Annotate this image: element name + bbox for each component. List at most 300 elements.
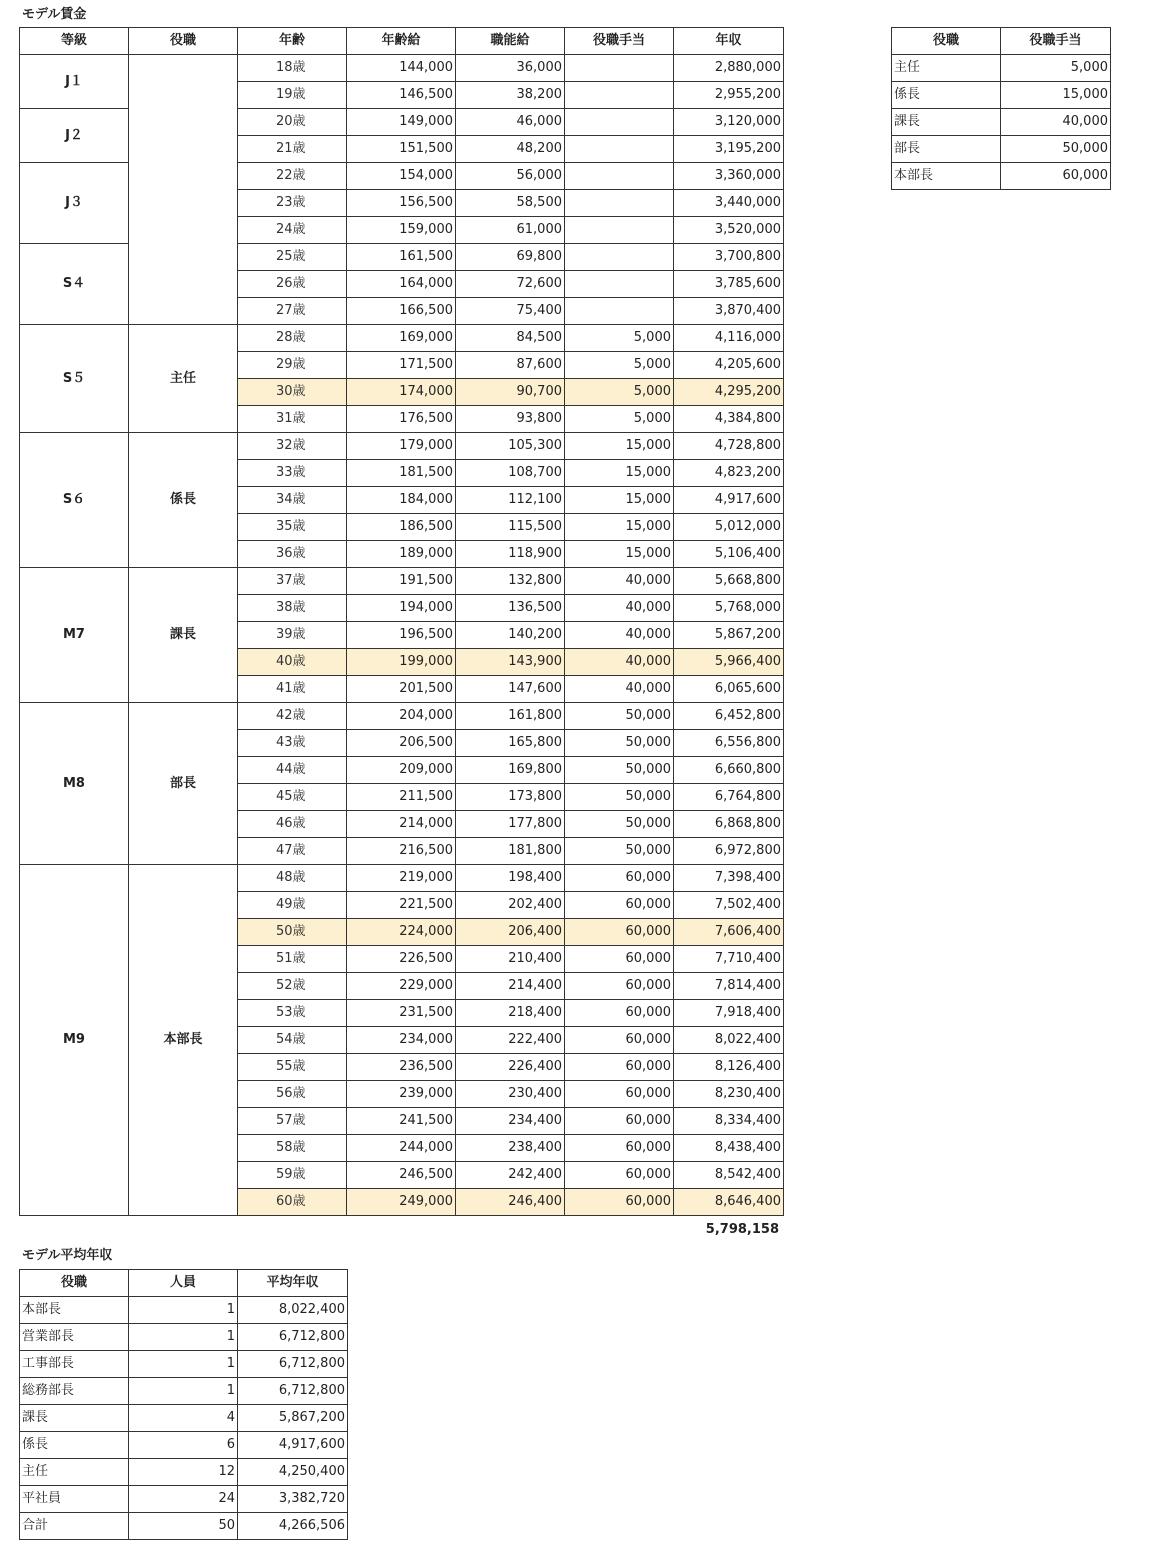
age-cell[interactable]: 48歳 bbox=[238, 865, 347, 892]
age-cell[interactable]: 23歳 bbox=[238, 190, 347, 217]
age-pay-cell[interactable]: 246,500 bbox=[347, 1162, 456, 1189]
grade-cell[interactable]: J３ bbox=[20, 163, 129, 244]
age-pay-cell[interactable]: 164,000 bbox=[347, 271, 456, 298]
allowance-cell[interactable]: 15,000 bbox=[565, 541, 674, 568]
allowance-cell[interactable] bbox=[565, 136, 674, 163]
annual-cell[interactable]: 3,440,000 bbox=[674, 190, 784, 217]
age-pay-cell[interactable]: 229,000 bbox=[347, 973, 456, 1000]
allowance-cell[interactable]: 5,000 bbox=[565, 406, 674, 433]
allowance-cell[interactable]: 50,000 bbox=[565, 730, 674, 757]
avg-income-cell[interactable]: 5,867,200 bbox=[238, 1405, 348, 1432]
avg-role-cell[interactable]: 主任 bbox=[20, 1459, 129, 1486]
avg-count-cell[interactable]: 1 bbox=[129, 1297, 238, 1324]
age-pay-cell[interactable]: 244,000 bbox=[347, 1135, 456, 1162]
age-cell[interactable]: 34歳 bbox=[238, 487, 347, 514]
age-cell[interactable]: 58歳 bbox=[238, 1135, 347, 1162]
age-pay-cell[interactable]: 181,500 bbox=[347, 460, 456, 487]
average-annual-total[interactable]: 5,798,158 bbox=[705, 1222, 779, 1237]
annual-cell[interactable]: 7,918,400 bbox=[674, 1000, 784, 1027]
age-cell[interactable]: 44歳 bbox=[238, 757, 347, 784]
age-pay-cell[interactable]: 179,000 bbox=[347, 433, 456, 460]
age-pay-cell[interactable]: 159,000 bbox=[347, 217, 456, 244]
avg-count-cell[interactable]: 6 bbox=[129, 1432, 238, 1459]
avg-role-cell[interactable]: 総務部長 bbox=[20, 1378, 129, 1405]
skill-pay-cell[interactable]: 218,400 bbox=[456, 1000, 565, 1027]
annual-cell[interactable]: 8,230,400 bbox=[674, 1081, 784, 1108]
skill-pay-cell[interactable]: 112,100 bbox=[456, 487, 565, 514]
average-income-header-row bbox=[20, 1270, 348, 1297]
allowance-cell[interactable] bbox=[565, 109, 674, 136]
header-age-pay[interactable]: 年齢給 bbox=[347, 28, 456, 55]
annual-cell[interactable]: 4,295,200 bbox=[674, 379, 784, 406]
skill-pay-cell[interactable]: 136,500 bbox=[456, 595, 565, 622]
age-cell[interactable]: 46歳 bbox=[238, 811, 347, 838]
age-pay-cell[interactable]: 189,000 bbox=[347, 541, 456, 568]
age-pay-cell[interactable]: 171,500 bbox=[347, 352, 456, 379]
age-pay-cell[interactable]: 144,000 bbox=[347, 55, 456, 82]
allowance-role-cell[interactable]: 係長 bbox=[892, 82, 1001, 109]
header-allowance[interactable]: 役職手当 bbox=[565, 28, 674, 55]
annual-cell[interactable]: 3,195,200 bbox=[674, 136, 784, 163]
annual-cell[interactable]: 6,452,800 bbox=[674, 703, 784, 730]
age-pay-cell[interactable]: 204,000 bbox=[347, 703, 456, 730]
skill-pay-cell[interactable]: 143,900 bbox=[456, 649, 565, 676]
table-row bbox=[20, 1324, 348, 1351]
age-cell[interactable]: 47歳 bbox=[238, 838, 347, 865]
allowance-amount-cell[interactable]: 60,000 bbox=[1001, 163, 1111, 190]
age-cell[interactable]: 55歳 bbox=[238, 1054, 347, 1081]
table-row bbox=[20, 1486, 348, 1513]
allowance-cell[interactable]: 60,000 bbox=[565, 1027, 674, 1054]
age-cell[interactable]: 32歳 bbox=[238, 433, 347, 460]
annual-cell[interactable]: 6,065,600 bbox=[674, 676, 784, 703]
grade-cell[interactable]: S５ bbox=[20, 325, 129, 433]
age-cell[interactable]: 60歳 bbox=[238, 1189, 347, 1216]
age-cell[interactable]: 22歳 bbox=[238, 163, 347, 190]
allowance-cell[interactable] bbox=[565, 55, 674, 82]
avg-count-cell[interactable]: 12 bbox=[129, 1459, 238, 1486]
avg-header-income[interactable]: 平均年収 bbox=[238, 1270, 348, 1297]
age-cell[interactable]: 25歳 bbox=[238, 244, 347, 271]
allowance-cell[interactable]: 5,000 bbox=[565, 352, 674, 379]
age-cell[interactable]: 52歳 bbox=[238, 973, 347, 1000]
age-cell[interactable]: 49歳 bbox=[238, 892, 347, 919]
annual-cell[interactable]: 2,880,000 bbox=[674, 55, 784, 82]
allowance-cell[interactable]: 40,000 bbox=[565, 595, 674, 622]
annual-cell[interactable]: 5,012,000 bbox=[674, 514, 784, 541]
role-cell[interactable]: 係長 bbox=[129, 433, 238, 568]
age-pay-cell[interactable]: 156,500 bbox=[347, 190, 456, 217]
skill-pay-cell[interactable]: 234,400 bbox=[456, 1108, 565, 1135]
avg-count-cell[interactable]: 50 bbox=[129, 1513, 238, 1540]
allowance-role-cell[interactable]: 本部長 bbox=[892, 163, 1001, 190]
age-pay-cell[interactable]: 241,500 bbox=[347, 1108, 456, 1135]
skill-pay-cell[interactable]: 140,200 bbox=[456, 622, 565, 649]
annual-cell[interactable]: 3,785,600 bbox=[674, 271, 784, 298]
skill-pay-cell[interactable]: 202,400 bbox=[456, 892, 565, 919]
avg-income-cell[interactable]: 3,382,720 bbox=[238, 1486, 348, 1513]
age-pay-cell[interactable]: 226,500 bbox=[347, 946, 456, 973]
skill-pay-cell[interactable]: 87,600 bbox=[456, 352, 565, 379]
table-row bbox=[892, 82, 1111, 109]
annual-cell[interactable]: 5,668,800 bbox=[674, 568, 784, 595]
skill-pay-cell[interactable]: 58,500 bbox=[456, 190, 565, 217]
grade-cell[interactable]: M9 bbox=[20, 865, 129, 1216]
allowance-cell[interactable]: 50,000 bbox=[565, 703, 674, 730]
skill-pay-cell[interactable]: 72,600 bbox=[456, 271, 565, 298]
annual-cell[interactable]: 4,384,800 bbox=[674, 406, 784, 433]
age-cell[interactable]: 59歳 bbox=[238, 1162, 347, 1189]
age-pay-cell[interactable]: 194,000 bbox=[347, 595, 456, 622]
avg-income-cell[interactable]: 4,250,400 bbox=[238, 1459, 348, 1486]
grade-cell[interactable]: J１ bbox=[20, 55, 129, 109]
model-wage-table bbox=[19, 27, 784, 1216]
age-cell[interactable]: 53歳 bbox=[238, 1000, 347, 1027]
allowance-cell[interactable]: 60,000 bbox=[565, 1135, 674, 1162]
skill-pay-cell[interactable]: 242,400 bbox=[456, 1162, 565, 1189]
skill-pay-cell[interactable]: 173,800 bbox=[456, 784, 565, 811]
age-pay-cell[interactable]: 239,000 bbox=[347, 1081, 456, 1108]
avg-count-cell[interactable]: 1 bbox=[129, 1351, 238, 1378]
allowance-cell[interactable]: 15,000 bbox=[565, 487, 674, 514]
age-pay-cell[interactable]: 174,000 bbox=[347, 379, 456, 406]
age-cell[interactable]: 43歳 bbox=[238, 730, 347, 757]
role-cell[interactable]: 本部長 bbox=[129, 865, 238, 1216]
average-income-title: モデル平均年収 bbox=[22, 1248, 113, 1263]
table-row bbox=[892, 163, 1111, 190]
allowance-cell[interactable]: 60,000 bbox=[565, 1108, 674, 1135]
skill-pay-cell[interactable]: 230,400 bbox=[456, 1081, 565, 1108]
age-cell[interactable]: 38歳 bbox=[238, 595, 347, 622]
allowance-amount-cell[interactable]: 15,000 bbox=[1001, 82, 1111, 109]
avg-role-cell[interactable]: 本部長 bbox=[20, 1297, 129, 1324]
skill-pay-cell[interactable]: 48,200 bbox=[456, 136, 565, 163]
annual-cell[interactable]: 2,955,200 bbox=[674, 82, 784, 109]
grade-cell[interactable]: M8 bbox=[20, 703, 129, 865]
age-cell[interactable]: 35歳 bbox=[238, 514, 347, 541]
age-cell[interactable]: 50歳 bbox=[238, 919, 347, 946]
age-cell[interactable]: 24歳 bbox=[238, 217, 347, 244]
annual-cell[interactable]: 3,360,000 bbox=[674, 163, 784, 190]
allowance-cell[interactable]: 60,000 bbox=[565, 892, 674, 919]
annual-cell[interactable]: 8,542,400 bbox=[674, 1162, 784, 1189]
avg-income-cell[interactable]: 8,022,400 bbox=[238, 1297, 348, 1324]
age-pay-cell[interactable]: 184,000 bbox=[347, 487, 456, 514]
allowance-role-cell[interactable]: 主任 bbox=[892, 55, 1001, 82]
age-pay-cell[interactable]: 196,500 bbox=[347, 622, 456, 649]
allowance-header-row bbox=[892, 28, 1111, 55]
age-pay-cell[interactable]: 209,000 bbox=[347, 757, 456, 784]
allowance-cell[interactable]: 50,000 bbox=[565, 757, 674, 784]
allowance-cell[interactable]: 5,000 bbox=[565, 379, 674, 406]
skill-pay-cell[interactable]: 147,600 bbox=[456, 676, 565, 703]
annual-cell[interactable]: 8,438,400 bbox=[674, 1135, 784, 1162]
allowance-cell[interactable]: 15,000 bbox=[565, 433, 674, 460]
header-annual[interactable]: 年収 bbox=[674, 28, 784, 55]
allowance-amount-cell[interactable]: 40,000 bbox=[1001, 109, 1111, 136]
allowance-amount-cell[interactable]: 50,000 bbox=[1001, 136, 1111, 163]
avg-role-cell[interactable]: 合計 bbox=[20, 1513, 129, 1540]
annual-cell[interactable]: 7,814,400 bbox=[674, 973, 784, 1000]
age-cell[interactable]: 18歳 bbox=[238, 55, 347, 82]
skill-pay-cell[interactable]: 61,000 bbox=[456, 217, 565, 244]
age-pay-cell[interactable]: 219,000 bbox=[347, 865, 456, 892]
header-skill-pay[interactable]: 職能給 bbox=[456, 28, 565, 55]
allowance-cell[interactable]: 5,000 bbox=[565, 325, 674, 352]
role-cell[interactable]: 部長 bbox=[129, 703, 238, 865]
avg-income-cell[interactable]: 6,712,800 bbox=[238, 1324, 348, 1351]
skill-pay-cell[interactable]: 214,400 bbox=[456, 973, 565, 1000]
age-cell[interactable]: 54歳 bbox=[238, 1027, 347, 1054]
allowance-header-role[interactable]: 役職 bbox=[892, 28, 1001, 55]
skill-pay-cell[interactable]: 165,800 bbox=[456, 730, 565, 757]
skill-pay-cell[interactable]: 161,800 bbox=[456, 703, 565, 730]
allowance-cell[interactable]: 60,000 bbox=[565, 1000, 674, 1027]
annual-cell[interactable]: 3,120,000 bbox=[674, 109, 784, 136]
annual-cell[interactable]: 7,710,400 bbox=[674, 946, 784, 973]
table-row bbox=[20, 703, 784, 730]
avg-income-cell[interactable]: 4,266,506 bbox=[238, 1513, 348, 1540]
allowance-cell[interactable]: 40,000 bbox=[565, 676, 674, 703]
age-cell[interactable]: 39歳 bbox=[238, 622, 347, 649]
age-cell[interactable]: 56歳 bbox=[238, 1081, 347, 1108]
annual-cell[interactable]: 4,205,600 bbox=[674, 352, 784, 379]
annual-cell[interactable]: 3,870,400 bbox=[674, 298, 784, 325]
age-pay-cell[interactable]: 176,500 bbox=[347, 406, 456, 433]
avg-count-cell[interactable]: 24 bbox=[129, 1486, 238, 1513]
age-cell[interactable]: 27歳 bbox=[238, 298, 347, 325]
allowance-cell[interactable]: 60,000 bbox=[565, 919, 674, 946]
age-cell[interactable]: 19歳 bbox=[238, 82, 347, 109]
avg-count-cell[interactable]: 1 bbox=[129, 1324, 238, 1351]
annual-cell[interactable]: 7,606,400 bbox=[674, 919, 784, 946]
skill-pay-cell[interactable]: 105,300 bbox=[456, 433, 565, 460]
skill-pay-cell[interactable]: 56,000 bbox=[456, 163, 565, 190]
table-row bbox=[20, 1351, 348, 1378]
skill-pay-cell[interactable]: 46,000 bbox=[456, 109, 565, 136]
annual-cell[interactable]: 7,502,400 bbox=[674, 892, 784, 919]
allowance-cell[interactable]: 50,000 bbox=[565, 838, 674, 865]
allowance-cell[interactable]: 40,000 bbox=[565, 568, 674, 595]
annual-cell[interactable]: 4,917,600 bbox=[674, 487, 784, 514]
annual-cell[interactable]: 5,106,400 bbox=[674, 541, 784, 568]
age-pay-cell[interactable]: 151,500 bbox=[347, 136, 456, 163]
allowance-cell[interactable]: 15,000 bbox=[565, 460, 674, 487]
grade-cell[interactable]: S４ bbox=[20, 244, 129, 325]
age-cell[interactable]: 31歳 bbox=[238, 406, 347, 433]
age-pay-cell[interactable]: 221,500 bbox=[347, 892, 456, 919]
avg-role-cell[interactable]: 工事部長 bbox=[20, 1351, 129, 1378]
age-pay-cell[interactable]: 186,500 bbox=[347, 514, 456, 541]
allowance-cell[interactable]: 60,000 bbox=[565, 1054, 674, 1081]
grade-cell[interactable]: M7 bbox=[20, 568, 129, 703]
allowance-cell[interactable]: 40,000 bbox=[565, 622, 674, 649]
age-pay-cell[interactable]: 249,000 bbox=[347, 1189, 456, 1216]
skill-pay-cell[interactable]: 177,800 bbox=[456, 811, 565, 838]
annual-cell[interactable]: 8,022,400 bbox=[674, 1027, 784, 1054]
age-pay-cell[interactable]: 211,500 bbox=[347, 784, 456, 811]
annual-cell[interactable]: 8,646,400 bbox=[674, 1189, 784, 1216]
model-wage-title: モデル賃金 bbox=[22, 7, 87, 22]
skill-pay-cell[interactable]: 226,400 bbox=[456, 1054, 565, 1081]
age-cell[interactable]: 41歳 bbox=[238, 676, 347, 703]
age-cell[interactable]: 40歳 bbox=[238, 649, 347, 676]
skill-pay-cell[interactable]: 75,400 bbox=[456, 298, 565, 325]
avg-income-cell[interactable]: 6,712,800 bbox=[238, 1378, 348, 1405]
allowance-cell[interactable]: 60,000 bbox=[565, 973, 674, 1000]
grade-cell[interactable]: S６ bbox=[20, 433, 129, 568]
age-cell[interactable]: 57歳 bbox=[238, 1108, 347, 1135]
annual-cell[interactable]: 3,700,800 bbox=[674, 244, 784, 271]
allowance-cell[interactable]: 40,000 bbox=[565, 649, 674, 676]
skill-pay-cell[interactable]: 90,700 bbox=[456, 379, 565, 406]
age-cell[interactable]: 36歳 bbox=[238, 541, 347, 568]
age-pay-cell[interactable]: 216,500 bbox=[347, 838, 456, 865]
age-pay-cell[interactable]: 166,500 bbox=[347, 298, 456, 325]
annual-cell[interactable]: 6,660,800 bbox=[674, 757, 784, 784]
allowance-cell[interactable] bbox=[565, 190, 674, 217]
table-row bbox=[20, 1459, 348, 1486]
average-income-table bbox=[19, 1269, 348, 1540]
model-wage-header-row bbox=[20, 28, 784, 55]
annual-cell[interactable]: 6,868,800 bbox=[674, 811, 784, 838]
age-cell[interactable]: 42歳 bbox=[238, 703, 347, 730]
allowance-amount-cell[interactable]: 5,000 bbox=[1001, 55, 1111, 82]
skill-pay-cell[interactable]: 69,800 bbox=[456, 244, 565, 271]
age-pay-cell[interactable]: 236,500 bbox=[347, 1054, 456, 1081]
skill-pay-cell[interactable]: 132,800 bbox=[456, 568, 565, 595]
annual-cell[interactable]: 5,867,200 bbox=[674, 622, 784, 649]
age-pay-cell[interactable]: 201,500 bbox=[347, 676, 456, 703]
header-age[interactable]: 年齢 bbox=[238, 28, 347, 55]
allowance-cell[interactable] bbox=[565, 217, 674, 244]
header-grade[interactable]: 等級 bbox=[20, 28, 129, 55]
age-pay-cell[interactable]: 146,500 bbox=[347, 82, 456, 109]
age-pay-cell[interactable]: 231,500 bbox=[347, 1000, 456, 1027]
skill-pay-cell[interactable]: 222,400 bbox=[456, 1027, 565, 1054]
table-row bbox=[20, 1432, 348, 1459]
role-cell[interactable]: 課長 bbox=[129, 568, 238, 703]
role-cell[interactable] bbox=[129, 55, 238, 325]
age-cell[interactable]: 30歳 bbox=[238, 379, 347, 406]
allowance-role-cell[interactable]: 課長 bbox=[892, 109, 1001, 136]
annual-cell[interactable]: 6,764,800 bbox=[674, 784, 784, 811]
avg-role-cell[interactable]: 係長 bbox=[20, 1432, 129, 1459]
allowance-cell[interactable] bbox=[565, 244, 674, 271]
age-pay-cell[interactable]: 214,000 bbox=[347, 811, 456, 838]
age-pay-cell[interactable]: 199,000 bbox=[347, 649, 456, 676]
allowance-role-cell[interactable]: 部長 bbox=[892, 136, 1001, 163]
age-pay-cell[interactable]: 234,000 bbox=[347, 1027, 456, 1054]
allowance-cell[interactable]: 60,000 bbox=[565, 1189, 674, 1216]
table-row bbox=[20, 865, 784, 892]
allowance-cell[interactable] bbox=[565, 298, 674, 325]
skill-pay-cell[interactable]: 210,400 bbox=[456, 946, 565, 973]
annual-cell[interactable]: 6,972,800 bbox=[674, 838, 784, 865]
allowance-cell[interactable]: 50,000 bbox=[565, 784, 674, 811]
avg-count-cell[interactable]: 1 bbox=[129, 1378, 238, 1405]
age-cell[interactable]: 37歳 bbox=[238, 568, 347, 595]
age-pay-cell[interactable]: 191,500 bbox=[347, 568, 456, 595]
skill-pay-cell[interactable]: 93,800 bbox=[456, 406, 565, 433]
annual-cell[interactable]: 8,334,400 bbox=[674, 1108, 784, 1135]
allowance-cell[interactable]: 60,000 bbox=[565, 865, 674, 892]
allowance-cell[interactable]: 60,000 bbox=[565, 946, 674, 973]
skill-pay-cell[interactable]: 206,400 bbox=[456, 919, 565, 946]
avg-count-cell[interactable]: 4 bbox=[129, 1405, 238, 1432]
age-pay-cell[interactable]: 169,000 bbox=[347, 325, 456, 352]
annual-cell[interactable]: 4,116,000 bbox=[674, 325, 784, 352]
allowance-cell[interactable] bbox=[565, 82, 674, 109]
avg-header-count[interactable]: 人員 bbox=[129, 1270, 238, 1297]
allowance-cell[interactable]: 60,000 bbox=[565, 1162, 674, 1189]
role-cell[interactable]: 主任 bbox=[129, 325, 238, 433]
age-cell[interactable]: 21歳 bbox=[238, 136, 347, 163]
header-role[interactable]: 役職 bbox=[129, 28, 238, 55]
grade-cell[interactable]: J２ bbox=[20, 109, 129, 163]
skill-pay-cell[interactable]: 38,200 bbox=[456, 82, 565, 109]
allowance-cell[interactable]: 50,000 bbox=[565, 811, 674, 838]
allowance-cell[interactable] bbox=[565, 163, 674, 190]
age-cell[interactable]: 20歳 bbox=[238, 109, 347, 136]
age-cell[interactable]: 28歳 bbox=[238, 325, 347, 352]
age-pay-cell[interactable]: 161,500 bbox=[347, 244, 456, 271]
skill-pay-cell[interactable]: 181,800 bbox=[456, 838, 565, 865]
age-pay-cell[interactable]: 149,000 bbox=[347, 109, 456, 136]
annual-cell[interactable]: 5,768,000 bbox=[674, 595, 784, 622]
age-cell[interactable]: 26歳 bbox=[238, 271, 347, 298]
allowance-table bbox=[891, 27, 1111, 190]
age-cell[interactable]: 45歳 bbox=[238, 784, 347, 811]
annual-cell[interactable]: 6,556,800 bbox=[674, 730, 784, 757]
age-cell[interactable]: 51歳 bbox=[238, 946, 347, 973]
skill-pay-cell[interactable]: 246,400 bbox=[456, 1189, 565, 1216]
allowance-cell[interactable]: 60,000 bbox=[565, 1081, 674, 1108]
age-pay-cell[interactable]: 224,000 bbox=[347, 919, 456, 946]
annual-cell[interactable]: 8,126,400 bbox=[674, 1054, 784, 1081]
avg-role-cell[interactable]: 平社員 bbox=[20, 1486, 129, 1513]
annual-cell[interactable]: 5,966,400 bbox=[674, 649, 784, 676]
annual-cell[interactable]: 4,823,200 bbox=[674, 460, 784, 487]
age-pay-cell[interactable]: 154,000 bbox=[347, 163, 456, 190]
skill-pay-cell[interactable]: 36,000 bbox=[456, 55, 565, 82]
table-row bbox=[20, 1513, 348, 1540]
table-row bbox=[20, 325, 784, 352]
annual-cell[interactable]: 3,520,000 bbox=[674, 217, 784, 244]
avg-role-cell[interactable]: 課長 bbox=[20, 1405, 129, 1432]
avg-income-cell[interactable]: 4,917,600 bbox=[238, 1432, 348, 1459]
age-cell[interactable]: 33歳 bbox=[238, 460, 347, 487]
skill-pay-cell[interactable]: 238,400 bbox=[456, 1135, 565, 1162]
skill-pay-cell[interactable]: 169,800 bbox=[456, 757, 565, 784]
avg-role-cell[interactable]: 営業部長 bbox=[20, 1324, 129, 1351]
age-pay-cell[interactable]: 206,500 bbox=[347, 730, 456, 757]
allowance-header-amount[interactable]: 役職手当 bbox=[1001, 28, 1111, 55]
skill-pay-cell[interactable]: 118,900 bbox=[456, 541, 565, 568]
skill-pay-cell[interactable]: 108,700 bbox=[456, 460, 565, 487]
skill-pay-cell[interactable]: 115,500 bbox=[456, 514, 565, 541]
annual-cell[interactable]: 7,398,400 bbox=[674, 865, 784, 892]
avg-header-role[interactable]: 役職 bbox=[20, 1270, 129, 1297]
skill-pay-cell[interactable]: 198,400 bbox=[456, 865, 565, 892]
skill-pay-cell[interactable]: 84,500 bbox=[456, 325, 565, 352]
annual-cell[interactable]: 4,728,800 bbox=[674, 433, 784, 460]
age-cell[interactable]: 29歳 bbox=[238, 352, 347, 379]
avg-income-cell[interactable]: 6,712,800 bbox=[238, 1351, 348, 1378]
allowance-cell[interactable] bbox=[565, 271, 674, 298]
table-row bbox=[20, 1378, 348, 1405]
allowance-cell[interactable]: 15,000 bbox=[565, 514, 674, 541]
